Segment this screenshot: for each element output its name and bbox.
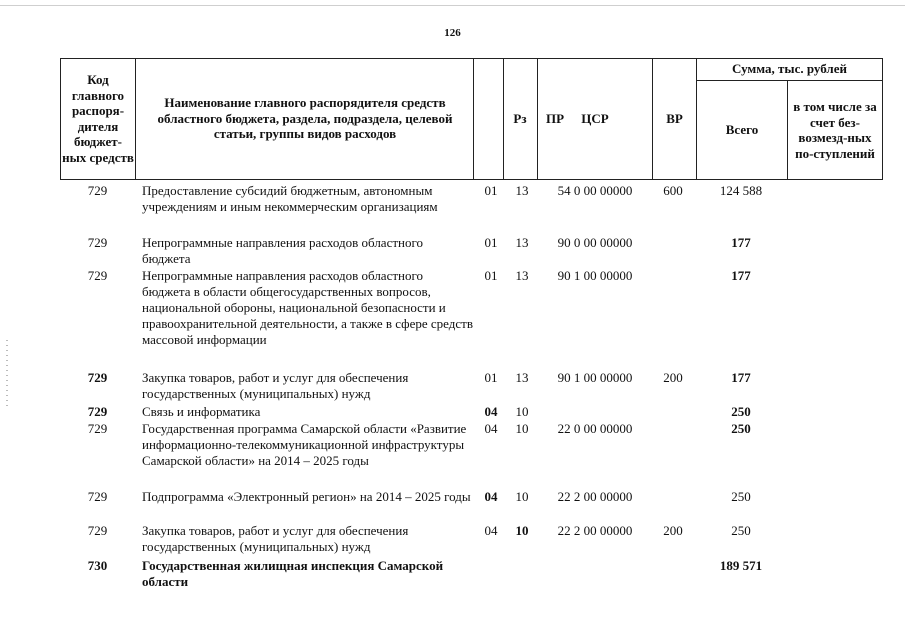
cell-pr: 10 (515, 489, 529, 504)
cell-csr: 90 0 00 00000 (557, 235, 633, 250)
cell-total: 177 (731, 235, 751, 250)
cell-csr: 22 2 00 00000 (557, 523, 633, 538)
header-sum: Сумма, тыс. рублей (732, 61, 847, 77)
cell-vr: 600 (663, 183, 683, 198)
cell-kod: 729 (87, 183, 108, 198)
cell-total: 250 (731, 421, 751, 436)
cell-kod: 730 (87, 558, 108, 573)
header-pr: ПР (545, 110, 565, 126)
cell-rz: 04 (484, 421, 498, 436)
cell-rz: 04 (484, 404, 498, 419)
cell-csr: 90 1 00 00000 (557, 370, 633, 385)
header-free: в том числе за счет без-возмезд-ных по-ступлений (793, 99, 877, 161)
page-number: 126 (444, 27, 461, 39)
cell-pr: 13 (515, 183, 529, 198)
cell-csr: 22 2 00 00000 (557, 489, 633, 504)
cell-kod: 729 (87, 421, 108, 436)
cell-name: Закупка товаров, работ и услуг для обеспечения государственных (муниципальных) нужд (142, 370, 409, 401)
header-vr: ВР (666, 110, 683, 126)
table-header (60, 58, 883, 180)
cell-vr: 200 (663, 370, 683, 385)
cell-pr: 10 (515, 404, 529, 419)
cell-rz: 01 (484, 268, 498, 283)
cell-kod: 729 (87, 370, 108, 385)
grid-line (135, 58, 136, 180)
grid-line (473, 58, 474, 180)
cell-csr: 54 0 00 00000 (557, 183, 633, 198)
cell-name: Государственная программа Самарской области «Развитие информационно-телекоммуникационной инфраструктуры Самарской области» на 2014 – 2025 годы (142, 421, 467, 468)
grid-line (882, 58, 883, 180)
cell-rz: 01 (484, 370, 498, 385)
scan-margin-dots (6, 340, 8, 410)
cell-pr: 13 (515, 370, 529, 385)
cell-total: 124 588 (719, 183, 763, 198)
cell-kod: 729 (87, 235, 108, 250)
cell-kod: 729 (87, 404, 108, 419)
grid-line (60, 58, 61, 180)
header-bottom-rule (60, 179, 883, 180)
cell-pr: 10 (515, 523, 529, 538)
cell-csr: 22 0 00 00000 (557, 421, 633, 436)
cell-kod: 729 (87, 523, 108, 538)
cell-total: 250 (731, 489, 751, 504)
cell-name: Закупка товаров, работ и услуг для обеспечения государственных (муниципальных) нужд (142, 523, 409, 554)
cell-rz: 01 (484, 183, 498, 198)
cell-total: 250 (731, 404, 751, 419)
cell-pr: 10 (515, 421, 529, 436)
cell-csr: 90 1 00 00000 (557, 268, 633, 283)
cell-kod: 729 (87, 489, 108, 504)
cell-rz: 01 (484, 235, 498, 250)
header-kod: Код главного распоря-дителя бюджет-ных средств (62, 72, 134, 165)
cell-name: Подпрограмма «Электронный регион» на 2014 – 2025 годы (142, 489, 471, 504)
cell-vr: 200 (663, 523, 683, 538)
cell-kod: 729 (87, 268, 108, 283)
cell-rz: 04 (484, 489, 498, 504)
header-rz: Рз (513, 110, 527, 126)
cell-total: 189 571 (719, 558, 763, 573)
cell-rz: 04 (484, 523, 498, 538)
cell-pr: 13 (515, 268, 529, 283)
cell-name: Непрограммные направления расходов областного бюджета (142, 235, 423, 266)
cell-total: 250 (731, 523, 751, 538)
header-total: Всего (725, 122, 759, 138)
cell-name: Связь и информатика (142, 404, 261, 419)
scan-top-edge (0, 5, 905, 6)
header-csr: ЦСР (581, 110, 609, 126)
cell-name: Непрограммные направления расходов областного бюджета в области общегосударственных вопросов, национальной обороны, национальной безопасности и правоохранительной деятельности, а также в сфере средств массовой информации (142, 268, 473, 347)
cell-name: Государственная жилищная инспекция Самарской области (142, 558, 444, 589)
cell-name: Предоставление субсидий бюджетным, автономным учреждениям и иным некоммерческим организациям (142, 183, 438, 214)
cell-total: 177 (731, 370, 751, 385)
cell-total: 177 (731, 268, 751, 283)
header-name: Наименование главного распорядителя средств областного бюджета, раздела, подраздела, целевой статьи, группы видов расходов (157, 95, 453, 142)
cell-pr: 13 (515, 235, 529, 250)
